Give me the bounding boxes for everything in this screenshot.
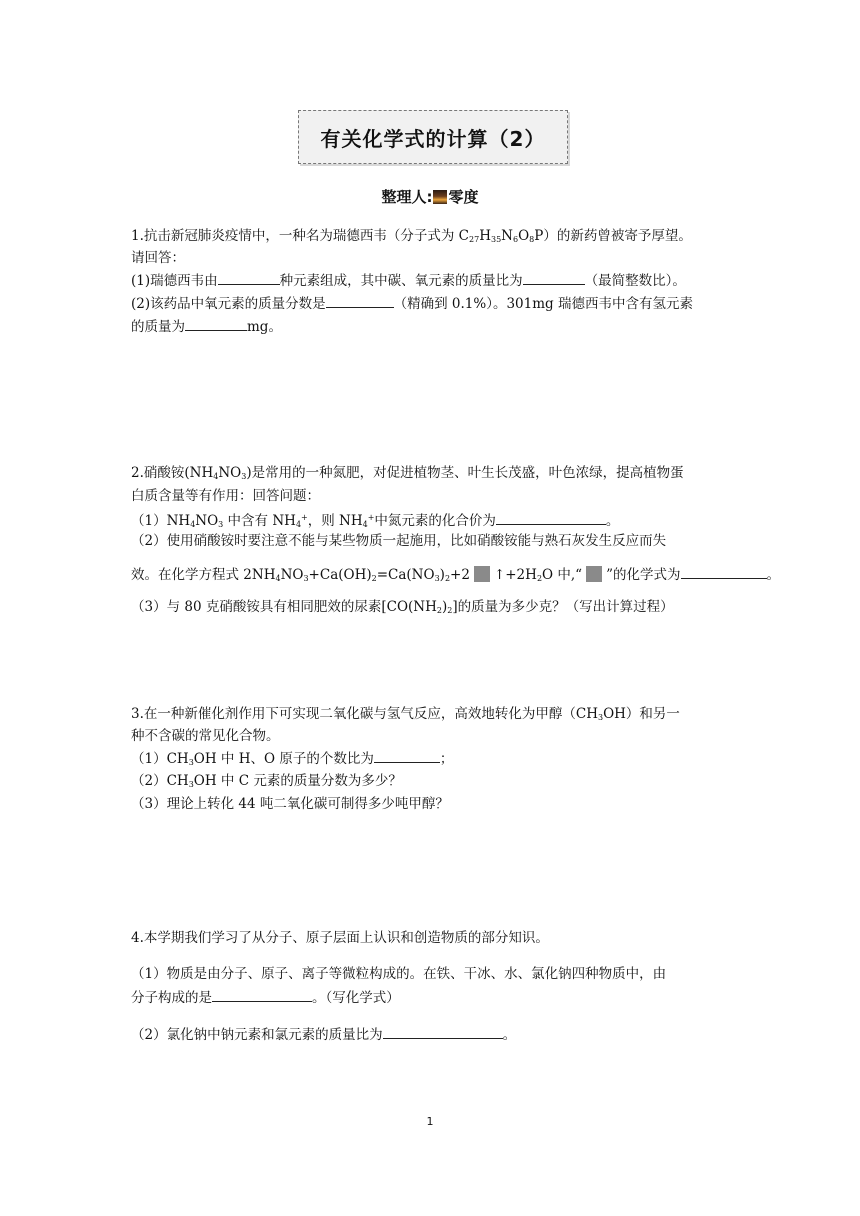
q2-text: 。 [766,567,780,583]
q3-text: （2）CH [131,773,189,789]
subscript: 2 [447,606,453,615]
q2-text: )是常用的一种氮肥，对促进植物茎、叶生长茂盛，叶色浓绿，提高植物蛋 [246,465,684,481]
page-number: 1 [426,1115,434,1128]
compiler-line [0,186,860,207]
q2-text: =Ca(NO [376,567,435,583]
subscript: 3 [188,758,194,767]
q4-line-3 [131,987,400,1008]
q1-text: O [518,228,530,244]
q1-text: P）的新药曾被寄予厚望。 [534,228,692,244]
subscript: 2 [444,574,451,583]
q4-line-1 [131,928,549,948]
title-box [298,110,568,164]
q1-line-4 [131,293,693,314]
q2-text: 效。在化学方程式 2NH [131,567,276,583]
q4-text: 。（写化学式） [312,990,400,1006]
subscript: 2 [536,574,543,583]
q1-text: mg。 [247,319,282,335]
answer-blank[interactable] [212,987,312,1002]
q3-text: （3）理论上转化 44 吨二氧化碳可制得多少吨甲醇？ [131,796,449,812]
q1-text: （精确到 0.1%）。301mg 瑞德西韦中含有氢元素 [393,296,693,312]
q2-text: 中氮元素的化合价为 [374,513,496,529]
unknown-substance-placeholder [586,566,602,582]
q2-line-4 [131,531,666,551]
q1-line-2 [131,248,185,268]
q3-line-2 [131,726,280,746]
q1-text: （最简整数比）。 [584,273,686,289]
q4-line-2 [131,964,666,984]
q3-text: OH）和另一 [603,706,680,722]
subscript: 8 [529,235,535,244]
subscript: 3 [597,713,604,722]
q1-line-5 [131,316,282,337]
subscript: 35 [490,235,502,244]
q2-line-6 [131,597,674,621]
q2-text: NO [218,465,242,481]
superscript: + [301,513,308,522]
q3-text: OH 中 C 元素的质量分数为多少？ [193,773,402,789]
q4-text: （1）物质是由分子、原子、离子等微粒构成的。在铁、干冰、水、氯化钠四种物质中，由 [131,966,667,982]
q2-line-2 [131,486,320,506]
q4-text: 4.本学期我们学习了从分子、原子层面上认识和创造物质的部分知识。 [131,930,549,946]
q2-line-5 [131,564,780,589]
q2-text: ”的化学式为 [606,567,681,583]
subscript: 4 [295,520,302,529]
answer-blank[interactable] [374,748,440,763]
answer-blank[interactable] [326,293,394,308]
q3-text: 种不含碳的常见化合物。 [131,728,280,744]
q1-text: (1)瑞德西韦由 [131,273,218,289]
q2-text: +2 [450,567,470,583]
subscript: 4 [213,472,219,481]
q3-text: 3.在一种新催化剂作用下可实现二氧化碳与氢气反应，高效地转化为甲醇（CH [131,706,598,722]
answer-blank[interactable] [218,270,280,285]
q2-text: （2）使用硝酸铵时要注意不能与某些物质一起施用，比如硝酸铵能与熟石灰发生反应而失 [131,533,667,549]
q2-text: ]的质量为多少克？（写出计算过程） [452,599,674,615]
q3-line-3 [131,748,453,773]
q4-text: 分子构成的是 [131,990,212,1006]
subscript: 3 [218,520,224,529]
subscript: 4 [275,574,281,583]
q1-line-1 [131,226,692,250]
answer-blank[interactable] [383,1024,503,1039]
subscript: 2 [436,606,442,615]
q1-text: H [479,228,491,244]
q3-text: OH 中 H、O 原子的个数比为 [193,751,374,767]
q2-text: ) [441,599,448,615]
compiler-name: 零度 [448,188,479,206]
subscript: 27 [469,235,480,244]
q2-text: NO [280,567,304,583]
answer-blank[interactable] [523,270,585,285]
q2-line-1 [131,463,684,487]
q2-text: ，则 NH [307,513,363,529]
q2-text: ) [439,567,445,583]
q1-line-3 [131,270,686,291]
q3-text: ； [439,751,454,767]
compiler-label: 整理人: [381,188,433,206]
q2-text: 2.硝酸铵(NH [131,465,214,481]
q3-line-5 [131,794,449,814]
q1-text: 1.抗击新冠肺炎疫情中，一种名为瑞德西韦（分子式为 C [131,228,470,244]
subscript: 2 [371,574,377,583]
q4-text: 。 [502,1027,517,1043]
subscript: 6 [512,235,519,244]
subscript: 3 [241,472,247,481]
q4-line-4 [131,1024,516,1045]
subscript: 3 [188,780,194,789]
q3-text: （1）CH [131,751,189,767]
q2-text: 。 [605,513,620,529]
subscript: 4 [190,520,196,529]
q1-text: 请回答： [131,250,185,266]
q2-text: （3）与 80 克硝酸铵具有相同肥效的尿素[CO(NH [131,599,437,615]
q3-line-1 [131,704,680,728]
superscript: + [367,513,375,522]
answer-blank[interactable] [185,316,247,331]
subscript: 3 [303,574,309,583]
q3-line-4 [131,771,402,795]
q2-text: ↑+2H [493,567,537,583]
unknown-substance-placeholder [474,566,490,582]
q4-text: （2）氯化钠中钠元素和氯元素的质量比为 [131,1027,383,1043]
q2-text: NO [195,513,219,529]
q1-text: 种元素组成，其中碳、氧元素的质量比为 [279,273,523,289]
q1-text: 的质量为 [131,319,185,335]
q2-text: （1）NH [131,513,191,529]
q2-text: O 中,“ [542,567,583,583]
subscript: 3 [434,574,440,583]
page-title: 有关化学式的计算（2） [320,126,546,151]
q1-text: (2)该药品中氧元素的质量分数是 [131,296,326,312]
q2-text: 白质含量等有作用：回答问题： [131,488,320,504]
q1-text: N [501,228,513,244]
sunset-logo-icon [433,190,447,204]
answer-blank[interactable] [496,510,606,525]
q2-text: 中含有 NH [223,513,296,529]
answer-blank[interactable] [681,564,767,579]
subscript: 4 [362,520,368,529]
q2-text: +Ca(OH) [308,567,372,583]
